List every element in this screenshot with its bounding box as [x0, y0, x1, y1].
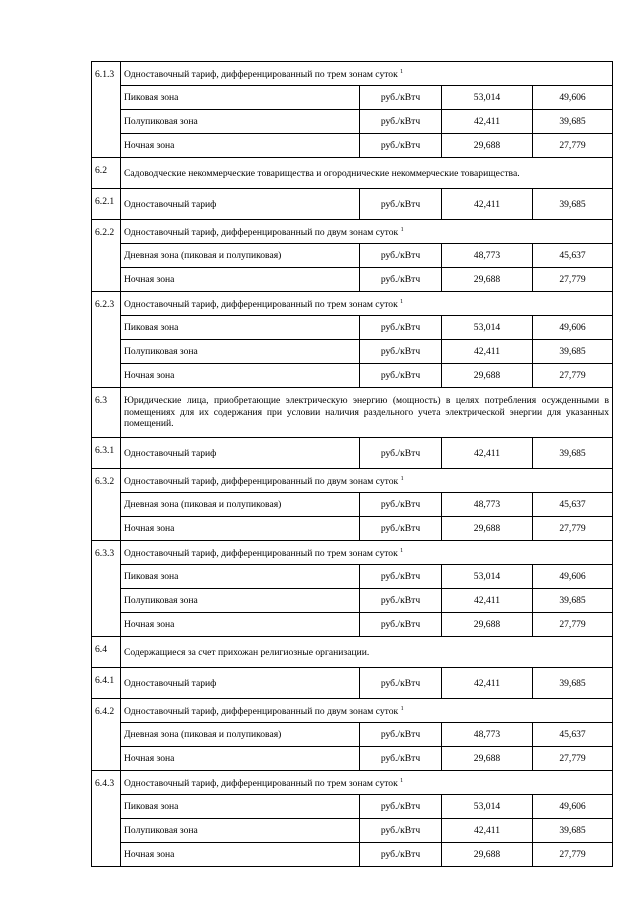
value-cell: 53,014 [442, 86, 533, 110]
footnote-mark: 1 [400, 706, 404, 712]
value-cell: 45,637 [533, 723, 613, 747]
footnote-mark: 1 [400, 299, 404, 305]
section-code: 6.4.3 [92, 771, 121, 867]
footnote-mark: 1 [400, 778, 404, 784]
section-title: Одноставочный тариф, дифференцированный по двум зонам суток $^1$ [121, 220, 613, 244]
value-cell: 29,688 [442, 517, 533, 541]
zone-label: Дневная зона (пиковая и полупиковая) [121, 493, 360, 517]
value-cell: 27,779 [533, 517, 613, 541]
footnote-mark: 1 [400, 69, 404, 75]
value-cell: 27,779 [533, 843, 613, 867]
value-cell: 29,688 [442, 843, 533, 867]
unit-cell: руб./кВтч [360, 668, 442, 699]
unit-cell: руб./кВтч [360, 819, 442, 843]
value-cell: 29,688 [442, 613, 533, 637]
value-cell: 39,685 [533, 819, 613, 843]
table-row [92, 292, 613, 316]
table-row [92, 268, 613, 292]
value-cell: 29,688 [442, 364, 533, 388]
value-cell: 49,606 [533, 86, 613, 110]
table-row [92, 340, 613, 364]
tariff-label: Одноставочный тариф [121, 668, 360, 699]
section-code: 6.4.1 [92, 668, 121, 699]
section-title: Одноставочный тариф, дифференцированный по трем зонам суток $^1$ [121, 771, 613, 795]
unit-cell: руб./кВтч [360, 723, 442, 747]
value-cell: 39,685 [533, 668, 613, 699]
table-row [92, 819, 613, 843]
value-cell: 48,773 [442, 244, 533, 268]
table-row [92, 493, 613, 517]
value-cell: 49,606 [533, 316, 613, 340]
table-row [92, 110, 613, 134]
section-code: 6.3.2 [92, 469, 121, 541]
value-cell: 42,411 [442, 438, 533, 469]
value-cell: 39,685 [533, 438, 613, 469]
section-title: Одноставочный тариф, дифференцированный по трем зонам суток $^1$ [121, 62, 613, 86]
unit-cell: руб./кВтч [360, 189, 442, 220]
value-cell: 48,773 [442, 723, 533, 747]
table-row [92, 668, 613, 699]
value-cell: 42,411 [442, 110, 533, 134]
section-title: Одноставочный тариф, дифференцированный по трем зонам суток $^1$ [121, 292, 613, 316]
table-row [92, 795, 613, 819]
value-cell: 42,411 [442, 668, 533, 699]
table-row [92, 364, 613, 388]
value-cell: 53,014 [442, 565, 533, 589]
unit-cell: руб./кВтч [360, 843, 442, 867]
value-cell: 39,685 [533, 189, 613, 220]
unit-cell: руб./кВтч [360, 244, 442, 268]
value-cell: 27,779 [533, 134, 613, 158]
table-row [92, 843, 613, 867]
value-cell: 53,014 [442, 795, 533, 819]
section-code: 6.4.2 [92, 699, 121, 771]
tariff-label: Одноставочный тариф [121, 189, 360, 220]
unit-cell: руб./кВтч [360, 493, 442, 517]
value-cell: 42,411 [442, 589, 533, 613]
unit-cell: руб./кВтч [360, 747, 442, 771]
zone-label: Полупиковая зона [121, 340, 360, 364]
unit-cell: руб./кВтч [360, 268, 442, 292]
section-code: 6.3 [92, 388, 121, 438]
value-cell: 49,606 [533, 565, 613, 589]
zone-label: Полупиковая зона [121, 819, 360, 843]
section-title: Одноставочный тариф, дифференцированный по двум зонам суток $^1$ [121, 469, 613, 493]
value-cell: 29,688 [442, 134, 533, 158]
value-cell: 27,779 [533, 613, 613, 637]
unit-cell: руб./кВтч [360, 613, 442, 637]
footnote-mark: 1 [400, 227, 404, 233]
table-row [92, 438, 613, 469]
tariff-table [91, 61, 613, 867]
value-cell: 29,688 [442, 268, 533, 292]
unit-cell: руб./кВтч [360, 517, 442, 541]
unit-cell: руб./кВтч [360, 565, 442, 589]
unit-cell: руб./кВтч [360, 86, 442, 110]
zone-label: Ночная зона [121, 747, 360, 771]
value-cell: 27,779 [533, 364, 613, 388]
section-code: 6.2 [92, 158, 121, 189]
table-row [92, 158, 613, 189]
table-row [92, 747, 613, 771]
table-row [92, 517, 613, 541]
value-cell: 42,411 [442, 819, 533, 843]
section-code: 6.2.2 [92, 220, 121, 292]
zone-label: Ночная зона [121, 364, 360, 388]
value-cell: 39,685 [533, 110, 613, 134]
value-cell: 42,411 [442, 189, 533, 220]
table-row [92, 469, 613, 493]
table-row [92, 699, 613, 723]
table-row [92, 771, 613, 795]
zone-label: Пиковая зона [121, 86, 360, 110]
zone-label: Полупиковая зона [121, 589, 360, 613]
unit-cell: руб./кВтч [360, 589, 442, 613]
table-row [92, 637, 613, 668]
zone-label: Дневная зона (пиковая и полупиковая) [121, 244, 360, 268]
unit-cell: руб./кВтч [360, 364, 442, 388]
unit-cell: руб./кВтч [360, 438, 442, 469]
table-row [92, 565, 613, 589]
footnote-mark: 1 [400, 476, 404, 482]
value-cell: 39,685 [533, 340, 613, 364]
table-row [92, 613, 613, 637]
zone-label: Пиковая зона [121, 316, 360, 340]
zone-label: Пиковая зона [121, 795, 360, 819]
table-row [92, 723, 613, 747]
table-row [92, 589, 613, 613]
value-cell: 42,411 [442, 340, 533, 364]
value-cell: 45,637 [533, 244, 613, 268]
table-row [92, 220, 613, 244]
table-row [92, 134, 613, 158]
section-code: 6.3.1 [92, 438, 121, 469]
zone-label: Ночная зона [121, 134, 360, 158]
value-cell: 39,685 [533, 589, 613, 613]
table-row [92, 316, 613, 340]
table-row [92, 62, 613, 86]
section-code: 6.3.3 [92, 541, 121, 637]
section-title: Одноставочный тариф, дифференцированный по двум зонам суток $^1$ [121, 699, 613, 723]
value-cell: 53,014 [442, 316, 533, 340]
value-cell: 27,779 [533, 268, 613, 292]
footnote-mark: 1 [400, 548, 404, 554]
table-row [92, 244, 613, 268]
zone-label: Ночная зона [121, 613, 360, 637]
section-title: Одноставочный тариф, дифференцированный по трем зонам суток $^1$ [121, 541, 613, 565]
zone-label: Пиковая зона [121, 565, 360, 589]
section-title: Садоводческие некоммерческие товарищества и огороднические некоммерческие товарищества. [121, 158, 613, 189]
section-code: 6.2.1 [92, 189, 121, 220]
value-cell: 27,779 [533, 747, 613, 771]
value-cell: 29,688 [442, 747, 533, 771]
table-row [92, 189, 613, 220]
value-cell: 49,606 [533, 795, 613, 819]
section-code: 6.2.3 [92, 292, 121, 388]
zone-label: Полупиковая зона [121, 110, 360, 134]
value-cell: 45,637 [533, 493, 613, 517]
unit-cell: руб./кВтч [360, 134, 442, 158]
unit-cell: руб./кВтч [360, 316, 442, 340]
value-cell: 48,773 [442, 493, 533, 517]
zone-label: Ночная зона [121, 268, 360, 292]
section-code: 6.1.3 [92, 62, 121, 158]
unit-cell: руб./кВтч [360, 795, 442, 819]
table-row [92, 541, 613, 565]
zone-label: Ночная зона [121, 843, 360, 867]
zone-label: Дневная зона (пиковая и полупиковая) [121, 723, 360, 747]
table-row [92, 86, 613, 110]
zone-label: Ночная зона [121, 517, 360, 541]
section-title: Содержащиеся за счет прихожан религиозные организации. [121, 637, 613, 668]
unit-cell: руб./кВтч [360, 110, 442, 134]
table-row [92, 388, 613, 438]
tariff-label: Одноставочный тариф [121, 438, 360, 469]
section-title: Юридические лица, приобретающие электрическую энергию (мощность) в целях потребления осужденными в помещениях для их содержания при условии наличия раздельного учета электрической энергии для указанных помещений. [121, 388, 613, 438]
unit-cell: руб./кВтч [360, 340, 442, 364]
section-code: 6.4 [92, 637, 121, 668]
